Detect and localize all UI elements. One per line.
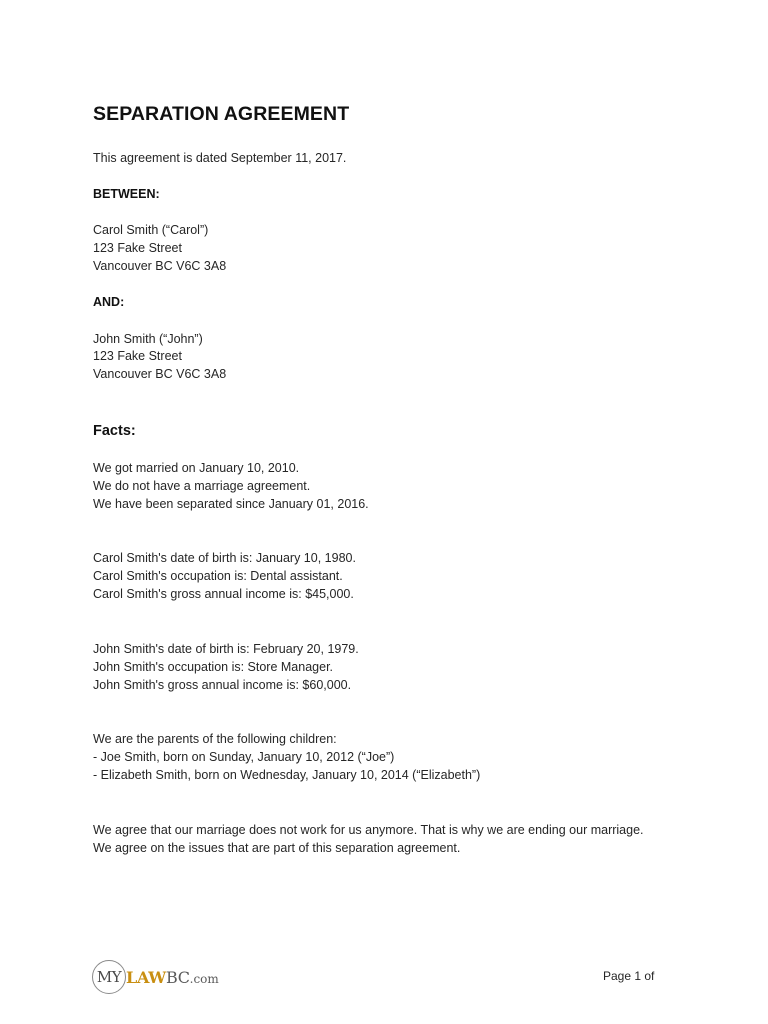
marriage-fact: We have been separated since January 01, 2016. [93,497,369,511]
child-item: - Elizabeth Smith, born on Wednesday, January 10, 2014 (“Elizabeth”) [93,768,481,782]
logo-my-ring: MY [92,960,126,994]
facts-heading: Facts: [93,423,136,439]
john-fact: John Smith's date of birth is: February 20, 1979. [93,642,359,656]
party1-city: Vancouver BC V6C 3A8 [93,259,227,273]
party2-city: Vancouver BC V6C 3A8 [93,367,227,381]
carol-fact: Carol Smith's gross annual income is: $45,000. [93,587,354,601]
party1-street: 123 Fake Street [93,241,182,255]
agreement-line: We agree on the issues that are part of this separation agreement. [93,841,461,855]
document-title: SEPARATION AGREEMENT [93,103,350,125]
children-intro: We are the parents of the following children: [93,732,337,746]
carol-fact: Carol Smith's occupation is: Dental assistant. [93,569,343,583]
marriage-fact: We got married on January 10, 2010. [93,461,300,475]
marriage-fact: We do not have a marriage agreement. [93,479,311,493]
page-number: Page 1 of [603,969,655,983]
agreement-line: We agree that our marriage does not work for us anymore. That is why we are ending our marriage. [93,823,644,837]
mylawbc-logo [92,960,219,994]
party2-street: 123 Fake Street [93,349,182,363]
and-heading: AND: [93,295,125,309]
child-item: - Joe Smith, born on Sunday, January 10, 2012 (“Joe”) [93,750,395,764]
logo-law-text: LAW [126,967,166,987]
party2-name: John Smith (“John”) [93,332,203,346]
john-fact: John Smith's gross annual income is: $60,000. [93,678,352,692]
john-fact: John Smith's occupation is: Store Manager. [93,660,334,674]
carol-fact: Carol Smith's date of birth is: January 10, 1980. [93,551,356,565]
date-line: This agreement is dated September 11, 2017. [93,151,347,165]
logo-com-text: .com [189,972,219,986]
logo-bc-text: BC [165,967,190,987]
between-heading: BETWEEN: [93,187,160,201]
party1-name: Carol Smith (“Carol”) [93,223,209,237]
